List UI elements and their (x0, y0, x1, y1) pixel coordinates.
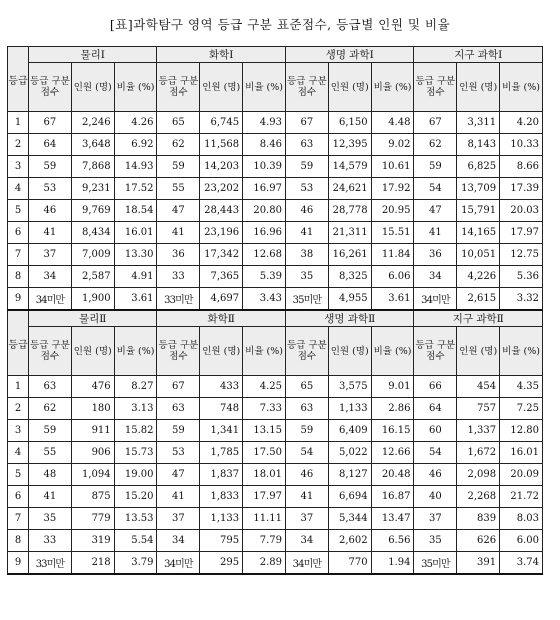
ratio-cell: 10.61 (371, 156, 414, 178)
count-header: 인원 (명) (71, 327, 114, 376)
cut-score-cell: 54 (285, 442, 328, 464)
subject-header-earth-science: 지구 과학Ⅰ (414, 47, 543, 63)
ratio-cell: 13.15 (243, 420, 286, 442)
grade-statistics-table (7, 46, 543, 575)
count-header: 인원 (명) (457, 63, 500, 112)
count-cell: 11,568 (200, 134, 243, 156)
cut-score-cell: 34미만 (29, 288, 72, 311)
cut-score-cell: 41 (29, 222, 72, 244)
ratio-cell: 11.84 (371, 244, 414, 266)
cut-score-cell: 64 (414, 398, 457, 420)
table-row (8, 112, 543, 134)
cut-score-cell: 63 (285, 398, 328, 420)
count-cell: 24,621 (328, 178, 371, 200)
cut-score-cell: 34 (414, 266, 457, 288)
count-cell: 7,009 (71, 244, 114, 266)
ratio-cell: 4.20 (500, 112, 543, 134)
ratio-cell: 18.54 (114, 200, 157, 222)
ratio-header: 비율 (%) (243, 63, 286, 112)
cut-score-cell: 46 (414, 464, 457, 486)
ratio-cell: 20.09 (500, 464, 543, 486)
cut-score-cell: 35미만 (414, 552, 457, 575)
cut-score-cell: 33 (157, 266, 200, 288)
cut-score-cell: 33 (29, 530, 72, 552)
count-cell: 13,709 (457, 178, 500, 200)
count-cell: 6,409 (328, 420, 371, 442)
table-title: [표]과학탐구 영역 등급 구분 표준점수, 등급별 인원 및 비율 (109, 17, 451, 32)
ratio-cell: 2.89 (243, 552, 286, 575)
cut-score-cell: 37 (285, 508, 328, 530)
grade-cell: 5 (8, 200, 29, 222)
count-cell: 3,575 (328, 376, 371, 398)
grade-cell: 4 (8, 178, 29, 200)
count-cell: 748 (200, 398, 243, 420)
count-cell: 2,246 (71, 112, 114, 134)
count-cell: 17,342 (200, 244, 243, 266)
cut-score-cell: 34미만 (414, 288, 457, 311)
count-cell: 15,791 (457, 200, 500, 222)
cut-score-header: 등급 구분 점수 (29, 63, 72, 112)
cut-score-cell: 59 (29, 156, 72, 178)
cut-score-cell: 62 (29, 398, 72, 420)
cut-score-cell: 35 (285, 266, 328, 288)
count-cell: 319 (71, 530, 114, 552)
ratio-cell: 10.39 (243, 156, 286, 178)
count-cell: 1,833 (200, 486, 243, 508)
count-cell: 28,778 (328, 200, 371, 222)
cut-score-cell: 41 (157, 222, 200, 244)
cut-score-header: 등급 구분 점수 (157, 327, 200, 376)
subject-header-earth-science: 지구 과학Ⅱ (414, 310, 543, 327)
ratio-cell: 20.03 (500, 200, 543, 222)
ratio-cell: 15.73 (114, 442, 157, 464)
ratio-cell: 6.00 (500, 530, 543, 552)
count-cell: 23,202 (200, 178, 243, 200)
count-cell: 476 (71, 376, 114, 398)
count-cell: 433 (200, 376, 243, 398)
ratio-cell: 7.79 (243, 530, 286, 552)
count-cell: 9,231 (71, 178, 114, 200)
count-cell: 1,900 (71, 288, 114, 311)
ratio-cell: 5.54 (114, 530, 157, 552)
cut-score-cell: 60 (414, 420, 457, 442)
subject-header-physics: 물리Ⅱ (29, 310, 157, 327)
ratio-cell: 4.93 (243, 112, 286, 134)
count-header: 인원 (명) (71, 63, 114, 112)
ratio-cell: 3.32 (500, 288, 543, 311)
count-cell: 6,694 (328, 486, 371, 508)
ratio-cell: 17.97 (243, 486, 286, 508)
count-cell: 4,955 (328, 288, 371, 311)
cut-score-cell: 41 (157, 486, 200, 508)
ratio-cell: 13.30 (114, 244, 157, 266)
ratio-header: 비율 (%) (500, 63, 543, 112)
grade-column-header: 등급 (8, 310, 29, 376)
count-cell: 7,365 (200, 266, 243, 288)
count-cell: 16,261 (328, 244, 371, 266)
ratio-cell: 20.80 (243, 200, 286, 222)
ratio-header: 비율 (%) (114, 327, 157, 376)
ratio-cell: 19.00 (114, 464, 157, 486)
cut-score-cell: 67 (29, 112, 72, 134)
ratio-cell: 3.74 (500, 552, 543, 575)
ratio-cell: 9.02 (371, 134, 414, 156)
cut-score-cell: 48 (29, 464, 72, 486)
cut-score-cell: 37 (157, 508, 200, 530)
ratio-cell: 20.48 (371, 464, 414, 486)
cut-score-cell: 47 (157, 464, 200, 486)
count-cell: 218 (71, 552, 114, 575)
count-cell: 839 (457, 508, 500, 530)
cut-score-cell: 33미만 (29, 552, 72, 575)
ratio-cell: 4.48 (371, 112, 414, 134)
ratio-cell: 3.43 (243, 288, 286, 311)
count-cell: 1,337 (457, 420, 500, 442)
ratio-cell: 12.68 (243, 244, 286, 266)
count-cell: 2,098 (457, 464, 500, 486)
count-cell: 454 (457, 376, 500, 398)
ratio-header: 비율 (%) (114, 63, 157, 112)
count-cell: 795 (200, 530, 243, 552)
count-cell: 906 (71, 442, 114, 464)
table-row (8, 508, 543, 530)
ratio-cell: 16.15 (371, 420, 414, 442)
cut-score-cell: 63 (285, 134, 328, 156)
cut-score-cell: 34 (285, 530, 328, 552)
table-row (8, 552, 543, 575)
cut-score-cell: 54 (414, 442, 457, 464)
count-cell: 770 (328, 552, 371, 575)
table-row (8, 134, 543, 156)
grade-cell: 3 (8, 420, 29, 442)
ratio-cell: 5.39 (243, 266, 286, 288)
table-row (8, 266, 543, 288)
ratio-cell: 8.66 (500, 156, 543, 178)
cut-score-cell: 35 (29, 508, 72, 530)
count-cell: 8,127 (328, 464, 371, 486)
cut-score-cell: 35미만 (285, 288, 328, 311)
ratio-cell: 9.01 (371, 376, 414, 398)
cut-score-cell: 41 (285, 486, 328, 508)
cut-score-cell: 67 (285, 112, 328, 134)
cut-score-cell: 63 (29, 376, 72, 398)
cut-score-cell: 46 (29, 200, 72, 222)
cut-score-header: 등급 구분 점수 (414, 63, 457, 112)
cut-score-cell: 64 (29, 134, 72, 156)
ratio-cell: 14.93 (114, 156, 157, 178)
grade-cell: 9 (8, 552, 29, 575)
table-row (8, 178, 543, 200)
count-header: 인원 (명) (200, 327, 243, 376)
table-row (8, 442, 543, 464)
count-cell: 9,769 (71, 200, 114, 222)
cut-score-cell: 53 (157, 442, 200, 464)
cut-score-cell: 41 (29, 486, 72, 508)
count-cell: 875 (71, 486, 114, 508)
ratio-cell: 16.96 (243, 222, 286, 244)
cut-score-cell: 63 (157, 398, 200, 420)
cut-score-header: 등급 구분 점수 (414, 327, 457, 376)
count-cell: 8,143 (457, 134, 500, 156)
count-header: 인원 (명) (457, 327, 500, 376)
grade-cell: 6 (8, 222, 29, 244)
cut-score-cell: 55 (157, 178, 200, 200)
table-row (8, 156, 543, 178)
cut-score-cell: 38 (285, 244, 328, 266)
subject-header-life-science: 생명 과학Ⅱ (285, 310, 413, 327)
ratio-cell: 8.27 (114, 376, 157, 398)
count-cell: 1,837 (200, 464, 243, 486)
ratio-cell: 6.06 (371, 266, 414, 288)
count-cell: 7,868 (71, 156, 114, 178)
count-cell: 14,165 (457, 222, 500, 244)
ratio-cell: 16.97 (243, 178, 286, 200)
table-row (8, 464, 543, 486)
subject-header-life-science: 생명 과학Ⅰ (285, 47, 413, 63)
count-cell: 5,022 (328, 442, 371, 464)
cut-score-cell: 65 (285, 376, 328, 398)
count-cell: 2,615 (457, 288, 500, 311)
ratio-cell: 8.46 (243, 134, 286, 156)
count-cell: 180 (71, 398, 114, 420)
count-cell: 1,133 (328, 398, 371, 420)
grade-cell: 7 (8, 508, 29, 530)
count-cell: 2,602 (328, 530, 371, 552)
grade-column-header: 등급 (8, 47, 29, 112)
grade-cell: 3 (8, 156, 29, 178)
cut-score-cell: 34미만 (285, 552, 328, 575)
count-cell: 10,051 (457, 244, 500, 266)
cut-score-header: 등급 구분 점수 (157, 63, 200, 112)
cut-score-cell: 59 (285, 156, 328, 178)
count-cell: 295 (200, 552, 243, 575)
ratio-header: 비율 (%) (500, 327, 543, 376)
count-cell: 14,203 (200, 156, 243, 178)
ratio-cell: 12.80 (500, 420, 543, 442)
cut-score-cell: 41 (414, 222, 457, 244)
ratio-cell: 7.25 (500, 398, 543, 420)
cut-score-cell: 59 (285, 420, 328, 442)
count-cell: 1,672 (457, 442, 500, 464)
ratio-cell: 1.94 (371, 552, 414, 575)
grade-cell: 9 (8, 288, 29, 311)
cut-score-cell: 54 (414, 178, 457, 200)
ratio-cell: 15.51 (371, 222, 414, 244)
count-cell: 3,311 (457, 112, 500, 134)
count-cell: 14,579 (328, 156, 371, 178)
grade-cell: 6 (8, 486, 29, 508)
cut-score-cell: 59 (157, 420, 200, 442)
cut-score-cell: 36 (157, 244, 200, 266)
table-row (8, 530, 543, 552)
count-cell: 3,648 (71, 134, 114, 156)
ratio-cell: 16.01 (114, 222, 157, 244)
count-header: 인원 (명) (328, 63, 371, 112)
table-row (8, 420, 543, 442)
table-row (8, 486, 543, 508)
ratio-cell: 3.61 (114, 288, 157, 311)
count-cell: 1,341 (200, 420, 243, 442)
ratio-cell: 12.66 (371, 442, 414, 464)
table-row (8, 200, 543, 222)
cut-score-cell: 59 (414, 156, 457, 178)
cut-score-cell: 40 (414, 486, 457, 508)
count-cell: 2,268 (457, 486, 500, 508)
column-header-row (8, 63, 543, 112)
cut-score-cell: 59 (157, 156, 200, 178)
ratio-cell: 7.33 (243, 398, 286, 420)
ratio-cell: 3.61 (371, 288, 414, 311)
ratio-cell: 13.47 (371, 508, 414, 530)
cut-score-cell: 37 (414, 508, 457, 530)
grade-cell: 1 (8, 376, 29, 398)
ratio-header: 비율 (%) (371, 327, 414, 376)
ratio-cell: 10.33 (500, 134, 543, 156)
ratio-cell: 12.75 (500, 244, 543, 266)
ratio-cell: 8.03 (500, 508, 543, 530)
subject-header-chemistry: 화학Ⅱ (157, 310, 285, 327)
count-cell: 391 (457, 552, 500, 575)
grade-cell: 2 (8, 134, 29, 156)
cut-score-cell: 33미만 (157, 288, 200, 311)
cut-score-cell: 66 (414, 376, 457, 398)
subject-header-chemistry: 화학Ⅰ (157, 47, 285, 63)
ratio-cell: 6.56 (371, 530, 414, 552)
cut-score-header: 등급 구분 점수 (285, 327, 328, 376)
count-cell: 757 (457, 398, 500, 420)
cut-score-cell: 53 (285, 178, 328, 200)
ratio-cell: 3.13 (114, 398, 157, 420)
count-cell: 28,443 (200, 200, 243, 222)
ratio-cell: 3.79 (114, 552, 157, 575)
table-row (8, 222, 543, 244)
count-cell: 6,825 (457, 156, 500, 178)
subject-header-physics: 물리Ⅰ (29, 47, 157, 63)
cut-score-cell: 67 (414, 112, 457, 134)
count-cell: 23,196 (200, 222, 243, 244)
cut-score-header: 등급 구분 점수 (285, 63, 328, 112)
count-cell: 2,587 (71, 266, 114, 288)
ratio-cell: 2.86 (371, 398, 414, 420)
ratio-cell: 17.97 (500, 222, 543, 244)
ratio-cell: 15.82 (114, 420, 157, 442)
count-header: 인원 (명) (200, 63, 243, 112)
grade-cell: 7 (8, 244, 29, 266)
count-cell: 626 (457, 530, 500, 552)
cut-score-cell: 62 (414, 134, 457, 156)
count-cell: 1,133 (200, 508, 243, 530)
ratio-header: 비율 (%) (371, 63, 414, 112)
count-cell: 6,745 (200, 112, 243, 134)
table-row (8, 244, 543, 266)
cut-score-cell: 35 (414, 530, 457, 552)
grade-cell: 4 (8, 442, 29, 464)
cut-score-cell: 34 (157, 530, 200, 552)
cut-score-cell: 41 (285, 222, 328, 244)
cut-score-cell: 46 (285, 200, 328, 222)
table-row (8, 376, 543, 398)
ratio-cell: 15.20 (114, 486, 157, 508)
ratio-cell: 16.01 (500, 442, 543, 464)
grade-cell: 5 (8, 464, 29, 486)
cut-score-cell: 67 (157, 376, 200, 398)
ratio-cell: 21.72 (500, 486, 543, 508)
cut-score-cell: 46 (285, 464, 328, 486)
cut-score-cell: 36 (414, 244, 457, 266)
ratio-cell: 11.11 (243, 508, 286, 530)
count-cell: 8,325 (328, 266, 371, 288)
count-cell: 911 (71, 420, 114, 442)
count-cell: 779 (71, 508, 114, 530)
cut-score-cell: 53 (29, 178, 72, 200)
subject-header-row (8, 310, 543, 327)
ratio-cell: 4.26 (114, 112, 157, 134)
ratio-cell: 17.50 (243, 442, 286, 464)
ratio-cell: 4.35 (500, 376, 543, 398)
count-cell: 4,697 (200, 288, 243, 311)
ratio-cell: 20.95 (371, 200, 414, 222)
ratio-cell: 17.92 (371, 178, 414, 200)
ratio-cell: 6.92 (114, 134, 157, 156)
cut-score-cell: 34미만 (157, 552, 200, 575)
ratio-cell: 16.87 (371, 486, 414, 508)
count-cell: 5,344 (328, 508, 371, 530)
cut-score-header: 등급 구분 점수 (29, 327, 72, 376)
count-header: 인원 (명) (328, 327, 371, 376)
ratio-cell: 17.39 (500, 178, 543, 200)
table-row (8, 398, 543, 420)
column-header-row (8, 327, 543, 376)
count-cell: 12,395 (328, 134, 371, 156)
ratio-cell: 18.01 (243, 464, 286, 486)
cut-score-cell: 59 (29, 420, 72, 442)
cut-score-cell: 55 (29, 442, 72, 464)
count-cell: 4,226 (457, 266, 500, 288)
count-cell: 8,434 (71, 222, 114, 244)
ratio-cell: 17.52 (114, 178, 157, 200)
count-cell: 1,094 (71, 464, 114, 486)
ratio-cell: 5.36 (500, 266, 543, 288)
ratio-cell: 4.25 (243, 376, 286, 398)
ratio-cell: 13.53 (114, 508, 157, 530)
cut-score-cell: 37 (29, 244, 72, 266)
ratio-cell: 4.91 (114, 266, 157, 288)
grade-cell: 8 (8, 530, 29, 552)
grade-cell: 1 (8, 112, 29, 134)
ratio-header: 비율 (%) (243, 327, 286, 376)
cut-score-cell: 34 (29, 266, 72, 288)
count-cell: 6,150 (328, 112, 371, 134)
grade-cell: 8 (8, 266, 29, 288)
table-row (8, 288, 543, 311)
cut-score-cell: 47 (414, 200, 457, 222)
cut-score-cell: 65 (157, 112, 200, 134)
grade-cell: 2 (8, 398, 29, 420)
count-cell: 21,311 (328, 222, 371, 244)
count-cell: 1,785 (200, 442, 243, 464)
cut-score-cell: 62 (157, 134, 200, 156)
cut-score-cell: 47 (157, 200, 200, 222)
subject-header-row (8, 47, 543, 63)
